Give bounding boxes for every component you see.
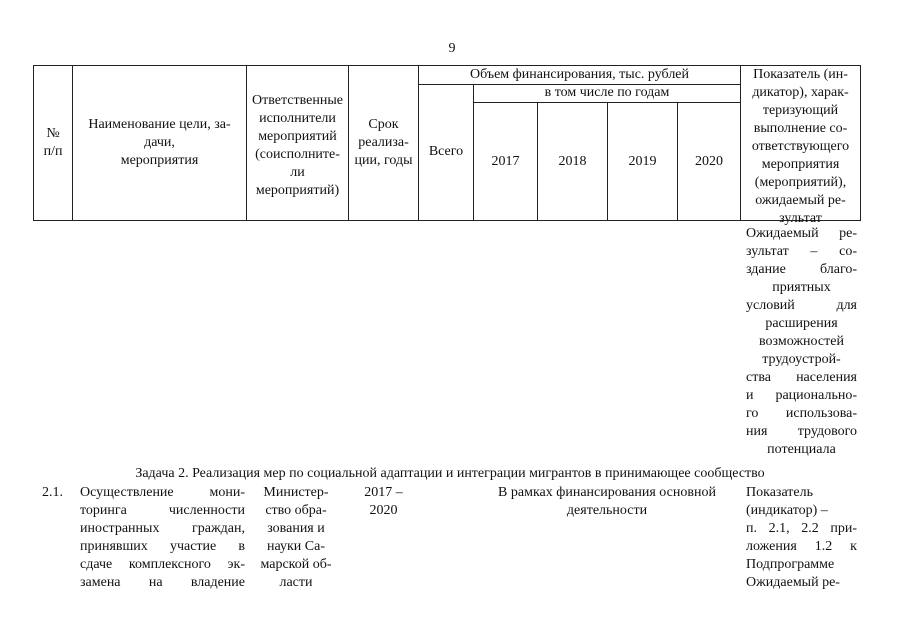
- header-year-2019: 2019: [628, 154, 657, 169]
- header-num: № п/п: [43, 126, 63, 159]
- header-name: Наименование цели, за- дачи, мероприятия: [88, 117, 231, 168]
- row-name: Осуществление мони- торинга численности иностранных граждан, принявших участие в сдаче комплексного эк- замена на владение: [80, 485, 245, 590]
- row-funding: В рамках финансирования основной деятельности: [498, 485, 716, 518]
- row-number: 2.1.: [42, 485, 63, 500]
- header-year-2018: 2018: [558, 154, 587, 169]
- row-indicator: Показатель (индикатор) – п. 2.1, 2.2 при- ложения 1.2 к Подпрограмме Ожидаемый ре-: [746, 485, 857, 590]
- header-responsible: Ответственные исполнители мероприятий (соисполните- ли мероприятий): [252, 93, 343, 198]
- task-heading: Задача 2. Реализация мер по социальной адаптации и интеграции мигрантов в принимающее сообщество: [135, 466, 765, 481]
- header-term: Срок реализа- ции, годы: [354, 117, 413, 168]
- header-indicator: Показатель (ин- дикатор), харак- теризующий выполнение со- ответствующего мероприятия (мероприятий), ожидаемый ре- зультат: [751, 67, 850, 226]
- header-by-years: в том числе по годам: [544, 85, 670, 100]
- header-year-2020: 2020: [695, 154, 723, 169]
- header-year-2017: 2017: [491, 154, 520, 169]
- continued-result-text: Ожидаемый ре- зультат – со- здание благо- приятных условий для расширения возможностей трудоустрой- ства населения и рационально- го использова- ния трудового потенциала: [746, 226, 857, 457]
- header-total: Всего: [428, 144, 464, 159]
- row-responsible: Министер- ство обра- зования и науки Са- марской об- ласти: [260, 485, 332, 590]
- header-funding: Объем финансирования, тыс. рублей: [469, 67, 690, 82]
- row-term: 2017 – 2020: [364, 485, 403, 518]
- page-number: 9: [448, 41, 456, 56]
